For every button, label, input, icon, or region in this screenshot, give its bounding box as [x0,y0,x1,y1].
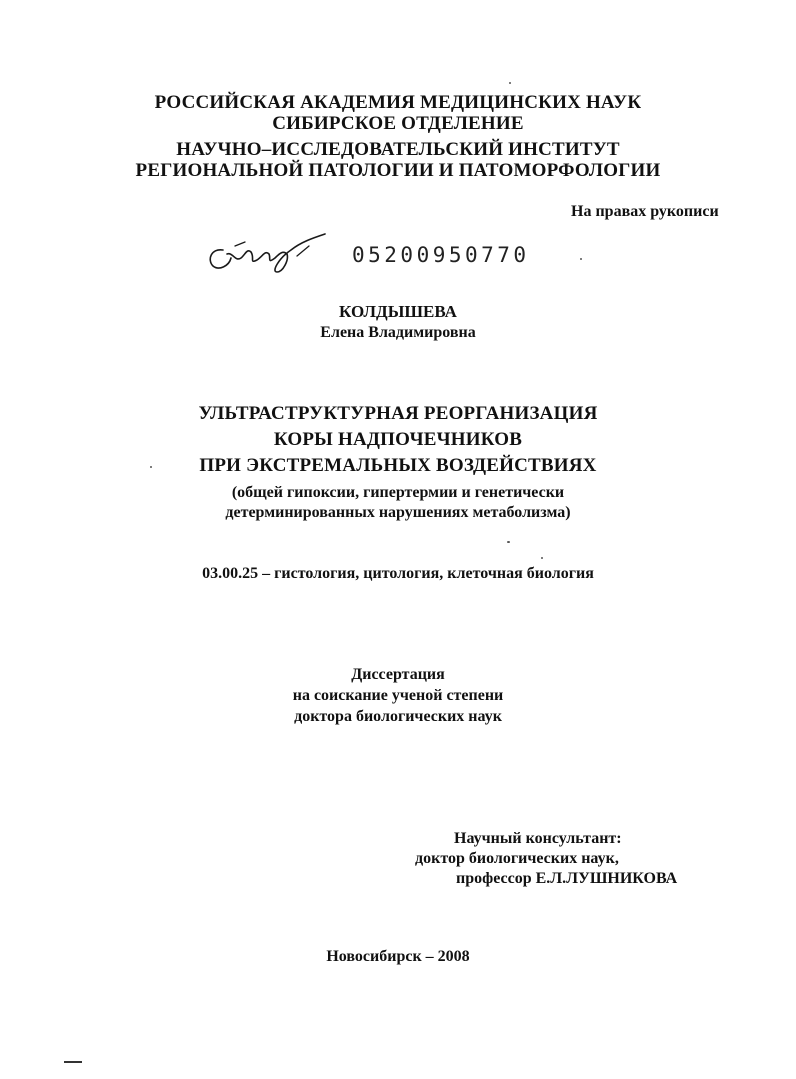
degree-purpose: на соискание ученой степени [292,687,504,704]
scan-speck [541,557,543,559]
author-surname: КОЛДЫШЕВА [339,302,457,321]
institute-name-line2: РЕГИОНАЛЬНОЙ ПАТОЛОГИИ И ПАТОМОРФОЛОГИИ [135,160,661,181]
scan-speck [509,82,511,84]
rights-note: На правах рукописи [571,203,719,220]
title-line-3: ПРИ ЭКСТРЕМАЛЬНЫХ ВОЗДЕЙСТВИЯХ [199,455,597,476]
scan-speck [150,466,152,468]
organization-name: РОССИЙСКАЯ АКАДЕМИЯ МЕДИЦИНСКИХ НАУК [154,92,642,113]
degree-level: доктора биологических наук [294,708,502,725]
scan-speck [507,541,510,543]
degree-type: Диссертация [351,666,445,683]
place-and-year: Новосибирск – 2008 [326,948,470,965]
title-line-1: УЛЬТРАСТРУКТУРНАЯ РЕОРГАНИЗАЦИЯ [198,403,598,424]
title-subtitle-1: (общей гипоксии, гипертермии и генетически [231,484,565,501]
title-line-2: КОРЫ НАДПОЧЕЧНИКОВ [273,429,523,450]
consultant-degree: доктор биологических наук, [415,850,619,867]
handwritten-signature [205,228,330,276]
title-subtitle-2: детерминированных нарушениях метаболизма) [225,504,571,521]
scan-mark [64,1061,82,1063]
consultant-label: Научный консультант: [454,830,622,847]
author-given-names: Елена Владимировна [320,324,476,341]
scan-speck [580,258,582,260]
catalog-number-stamp: 05200950770 [352,243,530,267]
specialty-code: 03.00.25 – гистология, цитология, клеточная биология [202,565,594,582]
institute-name: НАУЧНО–ИССЛЕДОВАТЕЛЬСКИЙ ИНСТИТУТ [176,139,620,160]
organization-branch: СИБИРСКОЕ ОТДЕЛЕНИЕ [272,113,524,134]
consultant-name: профессор Е.Л.ЛУШНИКОВА [456,870,678,887]
